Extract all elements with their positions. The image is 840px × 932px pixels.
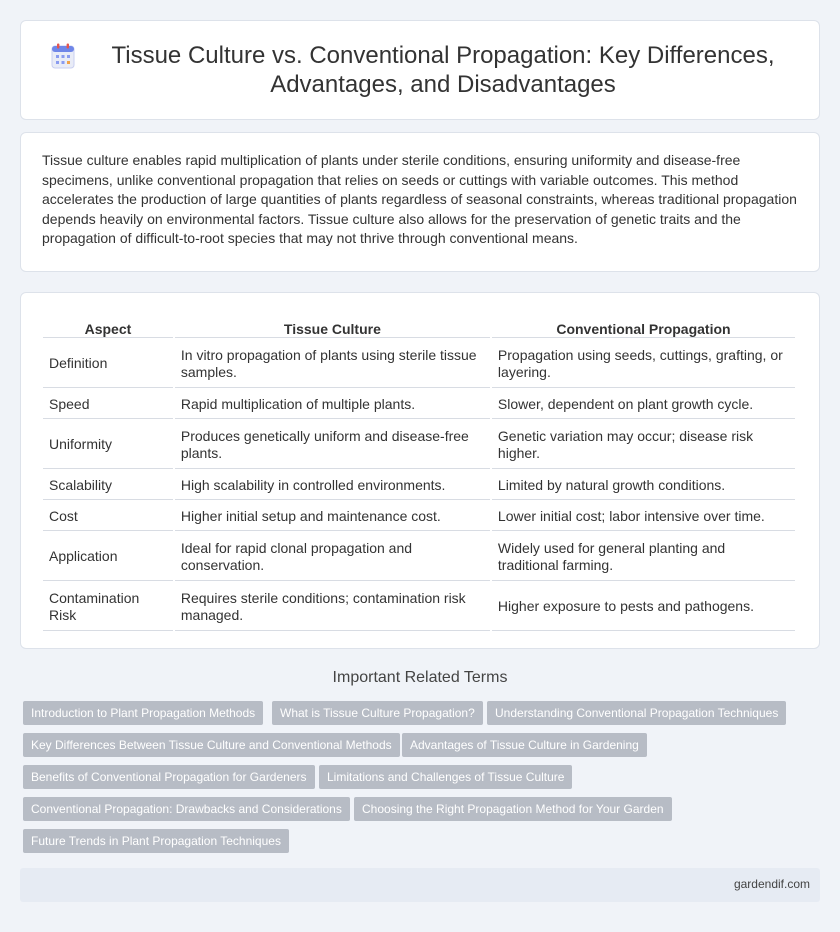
cell-tissue-culture: Requires sterile conditions; contamination risk managed. xyxy=(175,583,490,631)
cell-conventional: Lower initial cost; labor intensive over time. xyxy=(492,502,795,531)
cell-tissue-culture: Produces genetically uniform and disease-free plants. xyxy=(175,421,490,469)
cell-tissue-culture: Higher initial setup and maintenance cost. xyxy=(175,502,490,531)
table-row xyxy=(43,471,795,500)
table-row xyxy=(43,533,795,581)
table-row xyxy=(43,340,795,388)
cell-aspect: Contamination Risk xyxy=(43,583,173,631)
cell-aspect: Scalability xyxy=(43,471,173,500)
cell-tissue-culture: Rapid multiplication of multiple plants. xyxy=(175,390,490,419)
related-tag-tissue-culture-limitations[interactable]: Limitations and Challenges of Tissue Culture xyxy=(319,765,572,789)
table-row xyxy=(43,583,795,631)
header-tissue-culture: Tissue Culture xyxy=(175,316,490,338)
page-title: Tissue Culture vs. Conventional Propagation: Key Differences, Advantages, and Disadvantages xyxy=(111,42,775,98)
cell-conventional: Slower, dependent on plant growth cycle. xyxy=(492,390,795,419)
intro-paragraph: Tissue culture enables rapid multiplication of plants under sterile conditions, ensuring uniformity and disease-free specimens, unlike conventional propagation that relies on seeds or cuttings with variable outcomes. This method accelerates the production of large quantities of plants regardless of seasonal constraints, whereas traditional propagation depends heavily on environmental factors. Tissue culture also allows for the preservation of genetic traits and the propagation of difficult-to-root species that may not thrive through conventional means. xyxy=(42,152,797,247)
footer-site-link[interactable]: gardendif.com xyxy=(733,877,810,891)
cell-aspect: Uniformity xyxy=(43,421,173,469)
related-tag-what-is-tissue-culture[interactable]: What is Tissue Culture Propagation? xyxy=(272,701,483,725)
table-header-row xyxy=(43,316,795,338)
cell-aspect: Application xyxy=(43,533,173,581)
comparison-card xyxy=(20,292,820,649)
cell-conventional: Higher exposure to pests and pathogens. xyxy=(492,583,795,631)
related-tag-conventional-benefits[interactable]: Benefits of Conventional Propagation for Gardeners xyxy=(23,765,315,789)
cell-conventional: Propagation using seeds, cuttings, grafting, or layering. xyxy=(492,340,795,388)
related-tag-future-trends[interactable]: Future Trends in Plant Propagation Techniques xyxy=(23,829,289,853)
related-tag-tissue-culture-advantages[interactable]: Advantages of Tissue Culture in Gardening xyxy=(402,733,647,757)
related-tag-choosing-method[interactable]: Choosing the Right Propagation Method for Your Garden xyxy=(354,797,672,821)
table-row xyxy=(43,390,795,419)
table-row xyxy=(43,502,795,531)
cell-tissue-culture: High scalability in controlled environments. xyxy=(175,471,490,500)
cell-aspect: Cost xyxy=(43,502,173,531)
footer xyxy=(20,868,820,902)
cell-conventional: Widely used for general planting and traditional farming. xyxy=(492,533,795,581)
title-card xyxy=(20,20,820,120)
cell-conventional: Limited by natural growth conditions. xyxy=(492,471,795,500)
table-row xyxy=(43,421,795,469)
related-tag-key-differences[interactable]: Key Differences Between Tissue Culture and Conventional Methods xyxy=(23,733,400,757)
calendar-icon xyxy=(51,43,75,69)
header-conventional: Conventional Propagation xyxy=(492,316,795,338)
cell-aspect: Speed xyxy=(43,390,173,419)
related-tag-conventional-drawbacks[interactable]: Conventional Propagation: Drawbacks and Considerations xyxy=(23,797,350,821)
cell-tissue-culture: In vitro propagation of plants using sterile tissue samples. xyxy=(175,340,490,388)
cell-tissue-culture: Ideal for rapid clonal propagation and conservation. xyxy=(175,533,490,581)
related-tag-intro-propagation[interactable]: Introduction to Plant Propagation Methods xyxy=(23,701,263,725)
cell-aspect: Definition xyxy=(43,340,173,388)
related-tag-conventional-techniques[interactable]: Understanding Conventional Propagation Techniques xyxy=(487,701,786,725)
intro-card xyxy=(20,132,820,272)
cell-conventional: Genetic variation may occur; disease risk higher. xyxy=(492,421,795,469)
comparison-table xyxy=(41,314,797,633)
title-wrap xyxy=(21,41,819,99)
header-aspect: Aspect xyxy=(43,316,173,338)
related-terms-title: Important Related Terms xyxy=(332,669,508,686)
